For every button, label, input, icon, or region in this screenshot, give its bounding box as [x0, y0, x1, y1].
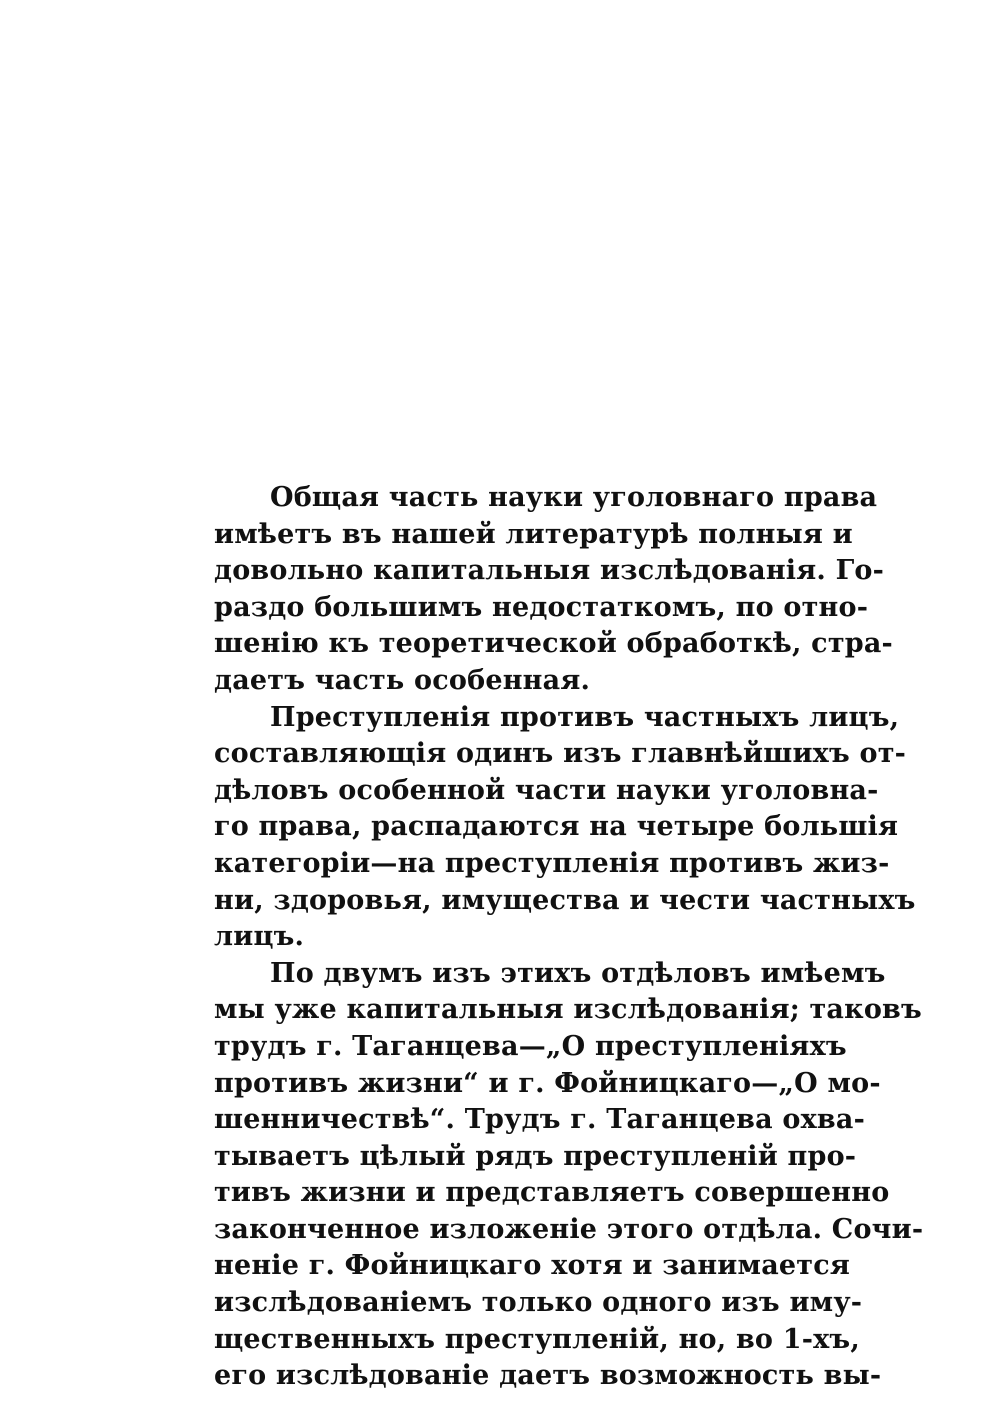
body-text: [214, 480, 924, 1395]
text-line: лицъ.: [214, 921, 305, 953]
text-line: имѣетъ въ нашей литературѣ полныя и: [214, 518, 853, 550]
text-line: щественныхъ преступленій, но, во 1-хъ,: [214, 1323, 860, 1355]
text-line: Преступленія противъ частныхъ лицъ,: [270, 701, 900, 733]
text-line: шенію къ теоретической обработкѣ, стра-: [214, 628, 893, 660]
text-line: составляющія одинъ изъ главнѣйшихъ от-: [214, 738, 907, 770]
text-line: противъ жизни“ и г. Фойницкаго—„О мо-: [214, 1067, 881, 1099]
text-line: мы уже капитальныя изслѣдованія; таковъ: [214, 994, 922, 1026]
text-line: законченное изложеніе этого отдѣла. Сочи-: [214, 1213, 924, 1245]
text-line: тываетъ цѣлый рядъ преступленій про-: [214, 1140, 857, 1172]
text-line: шенничествѣ“. Трудъ г. Таганцева охва-: [214, 1104, 865, 1136]
text-line: тивъ жизни и представляетъ совершенно: [214, 1177, 890, 1209]
text-line: даетъ часть особенная.: [214, 664, 591, 696]
text-line: изслѣдованіемъ только одного изъ иму-: [214, 1287, 863, 1319]
text-line: дѣловъ особенной части науки уголовна-: [214, 774, 879, 806]
text-line: Общая часть науки уголовнаго права: [270, 482, 878, 513]
text-line: довольно капитальныя изслѣдованія. Го-: [214, 555, 885, 587]
text-line: неніе г. Фойницкаго хотя и занимается: [214, 1250, 850, 1282]
text-line: раздо большимъ недостаткомъ, по отно-: [214, 591, 869, 623]
text-line: категоріи—на преступленія противъ жиз-: [214, 847, 890, 879]
text-line: По двумъ изъ этихъ отдѣловъ имѣемъ: [270, 957, 886, 989]
text-line: го права, распадаются на четыре большія: [214, 811, 899, 843]
text-line: трудъ г. Таганцева—„О преступленіяхъ: [214, 1030, 847, 1062]
text-line: его изслѣдованіе даетъ возможность вы-: [214, 1360, 882, 1392]
text-line: ни, здоровья, имущества и чести частныхъ: [214, 884, 916, 916]
